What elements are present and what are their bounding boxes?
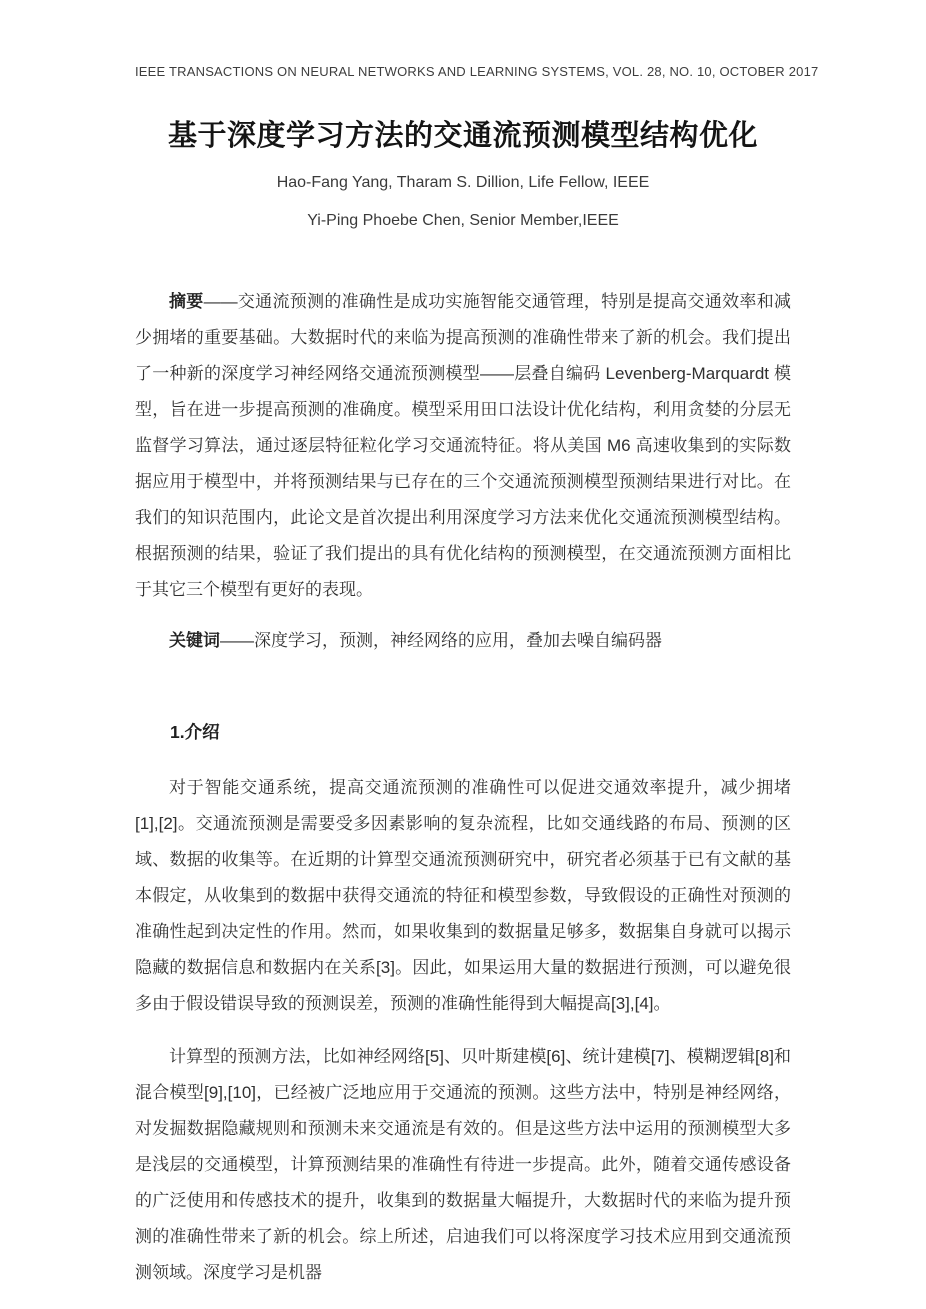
author-line-2: Yi-Ping Phoebe Chen, Senior Member,IEEE [307, 212, 619, 229]
abstract-text: ——交通流预测的准确性是成功实施智能交通管理，特别是提高交通效率和减少拥堵的重要基础。大数据时代的来临为提高预测的准确性带来了新的机会。我们提出了一种新的深度学习神经网络交通流预测模型——层叠自编码 Levenberg-Marquardt 模型，旨在进一步提高预测的准确度。模型采用田口法设计优化结构，利用贪婪的分层无监督学习算法，通过逐层特征粒化学习交通流特征。将从美国 M6 高速收集到的实际数据应用于模型中，并将预测结果与已存在的三个交通流预测模型预测结果进行对比。在我们的知识范围内，此论文是首次提出利用深度学习方法来优化交通流预测模型结构。根据预测的结果，验证了我们提出的具有优化结构的预测模型，在交通流预测方面相比于其它三个模型有更好的表现。 [135, 292, 792, 599]
paper-content-column [135, 0, 819, 1291]
abstract-label: 摘要 [169, 292, 204, 311]
introduction-paragraph-2: 计算型的预测方法，比如神经网络[5]、贝叶斯建模[6]、统计建模[7]、模糊逻辑[8]和混合模型[9],[10]，已经被广泛地应用于交通流的预测。这些方法中，特别是神经网络，对发掘数据隐藏规则和预测未来交通流是有效的。但是这些方法中运用的预测模型大多是浅层的交通模型，计算预测结果的准确性有待进一步提高。此外，随着交通传感设备的广泛使用和传感技术的提升，收集到的数据量大幅提升，大数据时代的来临为提升预测的准确性带来了新的机会。综上所述，启迪我们可以将深度学习技术应用到交通流预测领域。深度学习是机器 [135, 1047, 791, 1282]
journal-running-head: IEEE TRANSACTIONS ON NEURAL NETWORKS AND LEARNING SYSTEMS, VOL. 28, NO. 10, OCTOBER 2017 [135, 64, 819, 79]
author-line-1: Hao-Fang Yang, Tharam S. Dillion, Life Fellow, IEEE [276, 174, 650, 191]
abstract-paragraph [135, 284, 791, 608]
paper-title: 基于深度学习方法的交通流预测模型结构优化 [167, 120, 758, 152]
keywords-label: 关键词 [169, 631, 220, 650]
keywords-paragraph [135, 623, 791, 659]
section-heading-introduction: 1.介绍 [170, 722, 220, 742]
introduction-paragraph-1: 对于智能交通系统，提高交通流预测的准确性可以促进交通效率提升，减少拥堵 [1],[2]。交通流预测是需要受多因素影响的复杂流程，比如交通线路的布局、预测的区域、数据的收集等。在近期的计算型交通流预测研究中，研究者必须基于已有文献的基本假定，从收集到的数据中获得交通流的特征和模型参数，导致假设的正确性对预测的准确性起到决定性的作用。然而，如果收集到的数据量足够多，数据集自身就可以揭示隐藏的数据信息和数据内在关系[3]。因此，如果运用大量的数据进行预测，可以避免很多由于假设错误导致的预测误差，预测的准确性能得到大幅提高[3],[4]。 [135, 778, 791, 1013]
keywords-text: ——深度学习，预测，神经网络的应用，叠加去噪自编码器 [220, 631, 662, 650]
